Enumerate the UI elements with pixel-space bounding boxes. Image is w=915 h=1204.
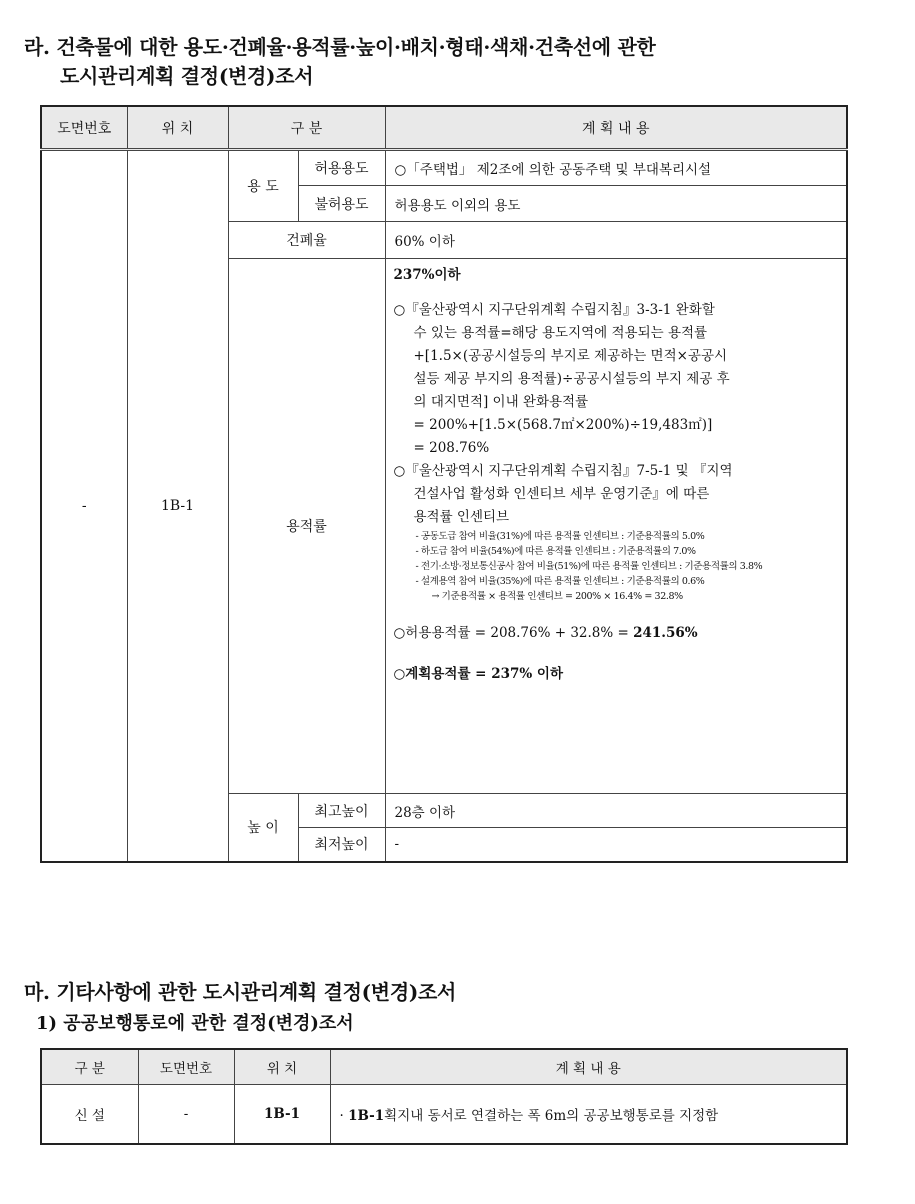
bcr-value: 60% 이하 (385, 222, 847, 259)
far-allowed-prefix: ○허용용적률 = 208.76% + 32.8% = (393, 625, 634, 641)
max-height-label: 최고높이 (298, 794, 385, 828)
table-row (41, 150, 847, 186)
far-p1-line5: 의 대지면적] 이내 완화용적률 (413, 394, 589, 410)
drawing-no-cell: - (41, 150, 127, 862)
far-headline: 237%이하 (393, 267, 461, 283)
header-plan: 계 획 내 용 (385, 106, 847, 150)
prohibited-use-value: 허용용도 이외의 용도 (385, 186, 847, 222)
far-p1-line4: 설등 제공 부지의 용적률)÷공공시설등의 부지 제공 후 (413, 371, 730, 387)
header-location: 위 치 (127, 106, 228, 150)
header-category: 구 분 (41, 1049, 138, 1085)
incentive-item: - 공동도급 참여 비율(31%)에 따른 용적률 인센티브 : 기준용적률의 5.0% (415, 531, 705, 542)
far-allowed (394, 622, 839, 645)
table-header-row (41, 106, 847, 150)
table-header-row (41, 1049, 847, 1085)
far-p1-line2: 수 있는 용적률=해당 용도지역에 적용되는 용적률 (413, 325, 708, 341)
plan-lot-id: 1B-1 (348, 1108, 385, 1124)
height-label: 높 이 (228, 794, 298, 862)
far-p1-line6: = 200%+[1.5×(568.7㎡×200%)÷19,483㎡)] (413, 417, 713, 433)
max-height-value: 28층 이하 (385, 794, 847, 828)
header-drawing-no: 도면번호 (41, 106, 127, 150)
section-ma-title: 마. 기타사항에 관한 도시관리계획 결정(변경)조서 (24, 980, 457, 1004)
permitted-use-value: ○「주택법」 제2조에 의한 공동주택 및 부대복리시설 (385, 150, 847, 186)
far-p2-line3: 용적률 인센티브 (413, 509, 510, 525)
far-p2-line2: 건설사업 활성화 인센티브 세부 운영기준』에 따른 (413, 486, 710, 502)
incentive-item: - 설계용역 참여 비율(35%)에 따른 용적률 인센티브 : 기준용적률의 0.6% (415, 576, 705, 587)
incentive-item: - 전기·소방·정보통신공사 참여 비율(51%)에 따른 용적률 인센티브 : 기준용적률의 3.8% (415, 561, 763, 572)
section-ma-subtitle: 1) 공공보행통로에 관한 결정(변경)조서 (36, 1013, 354, 1034)
far-content (385, 259, 847, 794)
section-ra-title-line2: 도시관리계획 결정(변경)조서 (60, 64, 314, 88)
far-label: 용적률 (228, 259, 385, 794)
far-p2-line1: ○『울산광역시 지구단위계획 수립지침』7-5-1 및 『지역 (393, 463, 733, 479)
min-height-value: - (385, 828, 847, 862)
plan-cell (330, 1085, 847, 1145)
plan-prefix: · (339, 1108, 349, 1124)
location-cell: 1B-1 (234, 1085, 330, 1145)
min-height-label: 최저높이 (298, 828, 385, 862)
building-plan-table (40, 105, 848, 863)
location-cell: 1B-1 (127, 150, 228, 862)
drawing-no-cell: - (138, 1085, 234, 1145)
prohibited-use-label: 불허용도 (298, 186, 385, 222)
header-drawing-no: 도면번호 (138, 1049, 234, 1085)
far-p1-line3: +[1.5×(공공시설등의 부지로 제공하는 면적×공공시 (413, 348, 728, 364)
far-p1-line1: ○『울산광역시 지구단위계획 수립지침』3-3-1 완화할 (393, 302, 715, 318)
use-label: 용 도 (228, 150, 298, 222)
header-category: 구 분 (228, 106, 385, 150)
header-plan: 계 획 내 용 (330, 1049, 847, 1085)
incentive-item: - 하도급 참여 비율(54%)에 따른 용적률 인센티브 : 기준용적률의 7.0% (415, 546, 696, 557)
header-location: 위 치 (234, 1049, 330, 1085)
section-ra-title-line1: 라. 건축물에 대한 용도·건폐율·용적률·높이·배치·형태·색채·건축선에 관한 (24, 35, 656, 59)
permitted-use-label: 허용용도 (298, 150, 385, 186)
far-planned: ○계획용적률 = 237% 이하 (393, 666, 563, 682)
category-cell: 신 설 (41, 1085, 138, 1145)
table-row (41, 1085, 847, 1145)
far-p1-line7: = 208.76% (413, 440, 490, 456)
bcr-label: 건폐율 (228, 222, 385, 259)
plan-text: 획지내 동서로 연결하는 폭 6m의 공공보행통로를 지정함 (384, 1108, 719, 1124)
far-allowed-value: 241.56% (633, 625, 698, 641)
incentive-calc: → 기준용적률 × 용적률 인센티브 = 200% × 16.4% = 32.8% (431, 591, 683, 602)
pedestrian-path-table (40, 1048, 848, 1145)
